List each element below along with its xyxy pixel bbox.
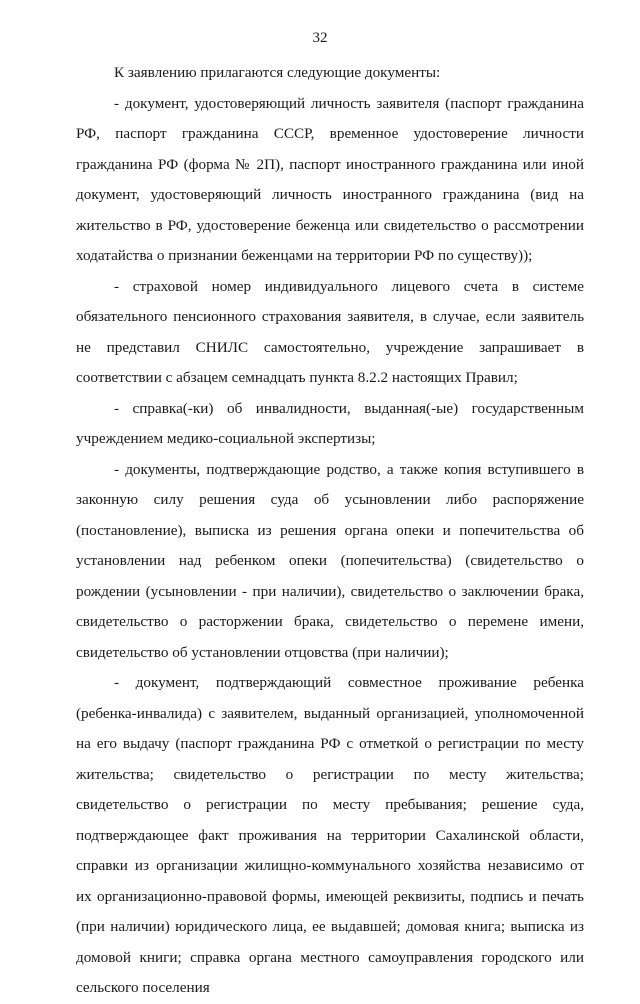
list-item-disability-certificate: - справка(-ки) об инвалидности, выданная(-ые) государственным учреждением медико-социальной экспертизы; [76, 399, 584, 447]
list-item-snils: - страховой номер индивидуального лицевого счета в системе обязательного пенсионного страхования заявителя, в случае, если заявитель не представил СНИЛС самостоятельно, учреждение запрашивает в соответствии с абзацем семнадцать пункта 8.2.2 настоящих Правил; [76, 277, 584, 386]
list-item-cohabitation-document: - документ, подтверждающий совместное проживание ребенка (ребенка-инвалида) с заявителем, выданный организацией, уполномоченной на его выдачу (паспорт гражданина РФ с отметкой о регистрации по месту жительства; свидетельство о регистрации по месту жительства; свидетельство о регистрации по месту пребывания; решение суда, подтверждающее факт проживания на территории Сахалинской области, справки из организации жилищно-коммунального хозяйства независимо от их организационно-правовой формы, имеющей реквизиты, подпись и печать (при наличии) юридического лица, ее выдавшей; домовая книга; выписка из домовой книги; справка органа местного самоуправления городского или сельского поселения [76, 674, 584, 996]
intro-paragraph: К заявлению прилагаются следующие документы: [114, 64, 441, 81]
document-body [76, 58, 584, 1004]
list-item-identity-document: - документ, удостоверяющий личность заявителя (паспорт гражданина РФ, паспорт гражданина СССР, временное удостоверение личности гражданина РФ (форма № 2П), паспорт иностранного гражданина или иной документ, удостоверяющий личность иностранного гражданина (вид на жительство в РФ, удостоверение беженца или свидетельство о рассмотрении ходатайства о признании беженцами на территории РФ по существу)); [76, 94, 584, 264]
list-item-kinship-documents: - документы, подтверждающие родство, а также копия вступившего в законную силу решения суда об усыновлении либо распоряжение (постановление), выписка из решения органа опеки и попечительства об установлении над ребенком опеки (попечительства) (свидетельство о рождении (усыновлении - при наличии), свидетельство о заключении брака, свидетельство о расторжении брака, свидетельство о перемене имени, свидетельство об установлении отцовства (при наличии); [76, 460, 584, 661]
page-number: 32 [312, 30, 328, 46]
